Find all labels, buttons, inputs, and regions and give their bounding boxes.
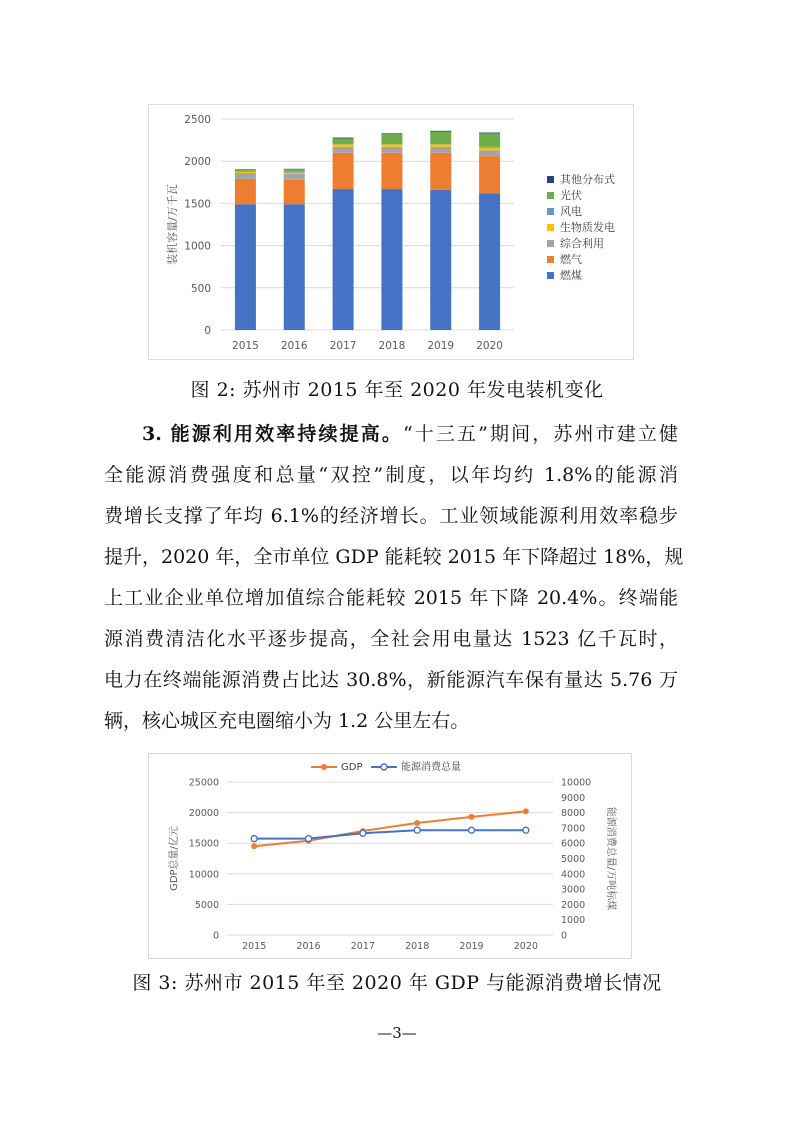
- bar-segment: [235, 171, 256, 172]
- bar-segment: [479, 193, 500, 330]
- bar-segment: [381, 147, 402, 153]
- page-number: —3—: [377, 1024, 417, 1042]
- bar-segment: [333, 153, 354, 189]
- y2-tick-label: 1000: [561, 915, 586, 927]
- y2-tick-label: 6000: [561, 838, 586, 850]
- y-tick-label: 20000: [188, 808, 219, 820]
- y2-tick-label: 4000: [561, 869, 586, 881]
- bar-segment: [235, 170, 256, 171]
- legend-swatch: [547, 240, 554, 247]
- y-axis-label: GDP总量/亿元: [169, 826, 180, 891]
- x-tick-label: 2015: [232, 340, 259, 352]
- legend-marker: [381, 764, 387, 770]
- legend-swatch: [547, 176, 554, 183]
- legend-label: 燃煤: [560, 269, 582, 282]
- x-tick-label: 2020: [476, 340, 503, 352]
- bar-segment: [235, 173, 256, 179]
- legend-label: 风电: [560, 205, 582, 218]
- y2-tick-label: 5000: [561, 854, 586, 865]
- bar-segment: [235, 172, 256, 173]
- stacked-bar-chart: [149, 105, 633, 359]
- data-point: [306, 836, 312, 842]
- x-tick-label: 2017: [329, 340, 357, 352]
- bar-segment: [333, 138, 354, 139]
- bar-segment: [479, 150, 500, 156]
- y-tick-label: 15000: [188, 838, 219, 850]
- legend-label: 综合利用: [560, 237, 604, 250]
- y-tick-label: 2500: [184, 114, 211, 126]
- bar-segment: [430, 144, 451, 147]
- data-point: [469, 827, 475, 833]
- y2-tick-label: 9000: [561, 792, 586, 804]
- legend-label: 生物质发电: [560, 221, 615, 234]
- bar-segment: [430, 190, 451, 330]
- figure-2-caption: 图 2: 苏州市 2015 年至 2020 年发电装机变化: [190, 379, 604, 401]
- figure-gdp-energy-chart: [148, 753, 632, 959]
- legend-label: 光伏: [560, 189, 582, 202]
- bar-segment: [479, 133, 500, 134]
- bar-segment: [284, 172, 305, 173]
- body-paragraph: [104, 414, 684, 742]
- bar-segment: [479, 156, 500, 193]
- bar-segment: [333, 189, 354, 330]
- y-tick-label: 1500: [184, 198, 211, 211]
- y-tick-label: 0: [212, 930, 219, 942]
- bar-segment: [333, 144, 354, 147]
- bar-segment: [479, 148, 500, 151]
- bar-segment: [381, 144, 402, 147]
- y-tick-label: 2000: [184, 156, 211, 169]
- paragraph-line: 费增长支撑了年均 6.1%的经济增长。工业领域能源利用效率稳步: [104, 505, 678, 527]
- bar-segment: [381, 143, 402, 144]
- bar-segment: [333, 143, 354, 144]
- legend-label: GDP: [341, 762, 363, 773]
- bar-segment: [284, 204, 305, 330]
- legend-label: 其他分布式: [560, 173, 615, 186]
- x-tick-label: 2015: [242, 941, 267, 952]
- bar-segment: [479, 133, 500, 147]
- y2-tick-label: 7000: [561, 823, 586, 835]
- y-tick-label: 5000: [194, 899, 219, 911]
- bar-segment: [381, 189, 402, 330]
- data-point: [414, 820, 420, 826]
- bar-segment: [381, 153, 402, 189]
- legend-swatch: [547, 224, 554, 231]
- paragraph-lead: 3. 能源利用效率持续提高。: [142, 423, 403, 445]
- y-tick-label: 500: [190, 282, 211, 295]
- legend-swatch: [547, 272, 554, 279]
- paragraph-line: 上工业企业单位增加值综合能耗较 2015 年下降 20.4%。终端能: [104, 587, 678, 609]
- x-tick-label: 2018: [405, 941, 430, 952]
- bar-segment: [235, 179, 256, 204]
- y-tick-label: 0: [204, 325, 211, 337]
- legend-marker: [321, 764, 327, 770]
- data-point: [523, 827, 529, 833]
- paragraph-line: 提升，2020 年，全市单位 GDP 能耗较 2015 年下降超过 18%，规: [104, 546, 684, 568]
- y2-tick-label: 8000: [561, 808, 586, 820]
- series-line: [254, 830, 526, 838]
- bar-segment: [284, 169, 305, 172]
- dual-axis-line-chart: [149, 754, 631, 958]
- legend-swatch: [547, 208, 554, 215]
- x-tick-label: 2016: [296, 941, 321, 952]
- paragraph-line: 辆，核心城区充电圈缩小为 1.2 公里左右。: [104, 710, 470, 732]
- series-line: [254, 811, 526, 846]
- bar-segment: [430, 153, 451, 190]
- data-point: [414, 827, 420, 833]
- bar-segment: [333, 138, 354, 143]
- y-tick-label: 25000: [188, 777, 219, 789]
- data-point: [360, 830, 366, 836]
- legend-swatch: [547, 256, 554, 263]
- bar-segment: [333, 147, 354, 153]
- bar-segment: [430, 143, 451, 144]
- bar-segment: [381, 133, 402, 134]
- x-tick-label: 2018: [378, 340, 406, 352]
- bar-segment: [381, 134, 402, 143]
- y2-tick-label: 0: [561, 930, 568, 942]
- data-point: [251, 843, 257, 849]
- bar-segment: [284, 180, 305, 204]
- figure-3-caption: 图 3: 苏州市 2015 年至 2020 年 GDP 与能源消费增长情况: [132, 972, 662, 994]
- figure-installed-capacity-chart: [148, 104, 634, 360]
- y-tick-label: 1000: [184, 240, 211, 253]
- legend-label: 能源消费总量: [401, 762, 461, 773]
- data-point: [469, 814, 475, 820]
- bar-segment: [284, 173, 305, 174]
- legend-swatch: [547, 192, 554, 199]
- x-tick-label: 2017: [350, 941, 375, 952]
- y-tick-label: 10000: [188, 869, 219, 881]
- bar-segment: [430, 132, 451, 144]
- data-point: [523, 808, 529, 814]
- y2-axis-label: 能源消费总量/万吨标煤: [605, 806, 616, 911]
- legend-label: 燃气: [560, 253, 582, 266]
- y2-tick-label: 2000: [561, 899, 586, 911]
- bar-segment: [430, 131, 451, 132]
- y-axis-label: 装机容量/万千瓦: [166, 184, 179, 265]
- x-tick-label: 2019: [459, 941, 484, 952]
- y2-tick-label: 3000: [561, 884, 586, 896]
- bar-segment: [430, 147, 451, 153]
- paragraph-line: 源消费清洁化水平逐步提高，全社会用电量达 1523 亿千瓦时，: [104, 628, 678, 650]
- data-point: [251, 836, 257, 842]
- y2-tick-label: 10000: [561, 777, 592, 789]
- paragraph-line: 全能源消费强度和总量“双控”制度，以年均约 1.8%的能源消: [104, 464, 678, 486]
- x-tick-label: 2020: [513, 941, 538, 952]
- bar-segment: [284, 174, 305, 180]
- bar-segment: [479, 147, 500, 148]
- paragraph-line: 电力在终端能源消费占比达 30.8%，新能源汽车保有量达 5.76 万: [104, 669, 678, 691]
- x-tick-label: 2019: [427, 340, 455, 352]
- bar-segment: [235, 204, 256, 330]
- x-tick-label: 2016: [280, 340, 308, 352]
- paragraph-line: 3. 能源利用效率持续提高。“十三五”期间，苏州市建立健: [142, 423, 678, 445]
